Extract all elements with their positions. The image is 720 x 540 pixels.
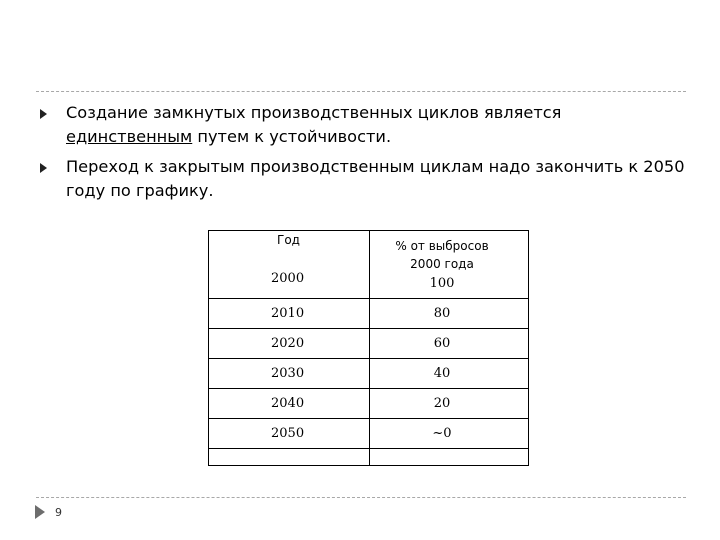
- table-row: [209, 359, 529, 389]
- header-year-cell: [209, 231, 370, 299]
- bullet-1-line-1: Создание замкнутых производственных циклов является: [66, 103, 562, 122]
- percent-value: ~0: [432, 426, 452, 441]
- year-value: 2050: [271, 426, 305, 441]
- year-value: 2030: [271, 366, 305, 381]
- table-row: [209, 329, 529, 359]
- percent-value: 20: [433, 396, 451, 411]
- year-value: 2020: [271, 336, 305, 351]
- first-year-value: 2000: [271, 271, 305, 286]
- bullet-text-1: [66, 101, 696, 149]
- table-row: [209, 389, 529, 419]
- table-row: [209, 299, 529, 329]
- emissions-schedule-table: [208, 230, 529, 466]
- table-empty-row: [209, 449, 529, 466]
- header-percent-line-1: % от выбросов: [395, 238, 489, 253]
- bullet-2-line-2: году по графику.: [66, 181, 214, 200]
- bullet-2-line-1: Переход к закрытым производственным циклам надо закончить к 2050: [66, 157, 685, 176]
- percent-value: 40: [433, 366, 451, 381]
- bullet-1-line-2-rest: путем к устойчивости.: [192, 127, 392, 146]
- slide-number: 9: [55, 506, 62, 519]
- bullet-arrow-icon: [40, 163, 47, 173]
- bottom-divider: [36, 497, 686, 498]
- year-value: 2040: [271, 396, 305, 411]
- bullet-text-2: [66, 155, 696, 203]
- header-percent-line-2: 2000 года: [410, 256, 474, 271]
- slide-marker-icon: [35, 505, 45, 519]
- bullet-arrow-icon: [40, 109, 47, 119]
- header-percent-cell: [370, 231, 529, 299]
- year-value: 2010: [271, 306, 305, 321]
- percent-value: 80: [433, 306, 451, 321]
- header-year-label: Год: [277, 233, 300, 247]
- table-row: [209, 419, 529, 449]
- table-header-row: [209, 231, 529, 299]
- top-divider: [36, 91, 686, 92]
- first-percent-value: 100: [429, 275, 455, 291]
- bullet-1-underlined-word: единственным: [66, 127, 193, 146]
- percent-value: 60: [433, 336, 451, 351]
